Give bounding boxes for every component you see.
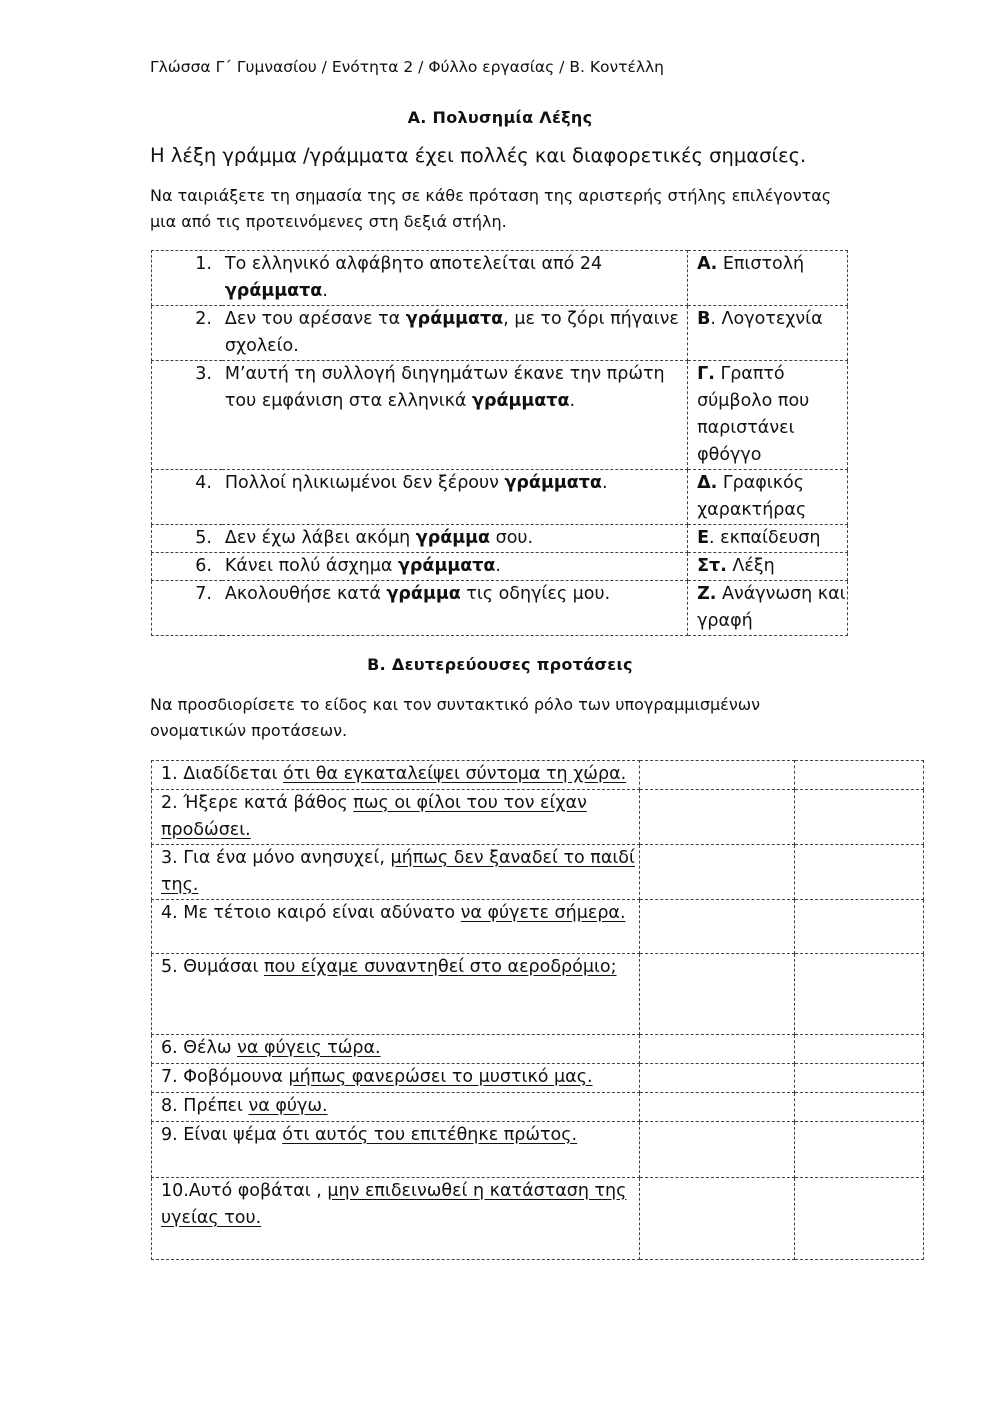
underlined-clause: πως οι φίλοι του τον είχαν προδώσει. [161,793,587,840]
option-letter: Στ. [697,556,727,576]
option-text: Γραφικός χαρακτήρας [697,473,807,520]
section-a-lead: Η λέξη γράμμα /γράμματα έχει πολλές και διαφορετικές σημασίες. [150,144,807,167]
row-number: 4. [152,470,222,525]
sentence-cell [222,581,688,636]
sentence-text: σου. [490,528,534,548]
row-number: 3. [152,361,222,470]
keyword: γράμματα [397,556,496,576]
option-text: . εκπαίδευση [709,528,821,548]
sentence-text: 3. Για ένα μόνο ανησυχεί, [161,848,391,868]
option-letter: Α. [697,254,718,274]
answer-type-cell[interactable] [639,1122,794,1178]
answer-type-cell[interactable] [639,900,794,954]
sentence-cell [222,361,688,470]
keyword: γράμμα [386,584,461,604]
table-row [152,1122,924,1178]
sentence-text: Ακολουθήσε κατά [224,584,387,604]
sentence-text: Κάνει πολύ άσχημα [224,556,398,576]
underlined-clause: ότι θα εγκαταλείψει σύντομα τη χώρα. [283,764,627,784]
table-row [152,1178,924,1260]
sentence-text: Δεν του αρέσανε τα [224,309,406,329]
option-text: Επιστολή [717,254,805,274]
sentence-text: Το ελληνικό αλφάβητο αποτελείται από 24 [224,254,603,274]
table-row [152,790,924,845]
table-row [152,1093,924,1122]
row-number: 7. [152,581,222,636]
instruction-line: ονοματικών προτάσεων. [150,721,348,740]
sentence-cell [152,1122,640,1178]
table-row [152,581,848,636]
page-header: Γλώσσα Γ΄ Γυμνασίου / Ενότητα 2 / Φύλλο εργασίας / Β. Κοντέλλη [150,58,664,76]
table-row [152,845,924,900]
underlined-clause: μην επιδεινωθεί η κατάσταση της υγείας του. [161,1181,627,1228]
section-a-title: Α. Πολυσημία Λέξης [407,108,593,127]
option-letter: Δ. [697,473,718,493]
option-cell [688,470,848,525]
table-row [152,1064,924,1093]
sentence-cell [152,761,640,790]
answer-type-cell[interactable] [639,761,794,790]
answer-role-cell[interactable] [794,1178,923,1260]
sentence-cell [222,470,688,525]
sentence-text: τις οδηγίες μου. [460,584,611,604]
sentence-cell [152,1064,640,1093]
table-row [152,954,924,1035]
table-row [152,525,848,553]
answer-type-cell[interactable] [639,1093,794,1122]
answer-role-cell[interactable] [794,761,923,790]
option-cell [688,553,848,581]
keyword: γράμματα [405,309,504,329]
sentence-text: 9. Είναι ψέμα [161,1125,283,1145]
instruction-line: Να ταιριάξετε τη σημασία της σε κάθε πρόταση της αριστερής στήλης επιλέγοντας [150,186,832,205]
sentence-text: 7. Φοβόμουνα [161,1067,289,1087]
option-text: Γραπτό σύμβολο που παριστάνει φθόγγο [697,364,810,465]
answer-role-cell[interactable] [794,954,923,1035]
instruction-line: Να προσδιορίσετε το είδος και τον συντακτικό ρόλο των υπογραμμισμένων [150,695,761,714]
answer-type-cell[interactable] [639,845,794,900]
sentence-text: Δεν έχω λάβει ακόμη [224,528,416,548]
sentence-cell [222,251,688,306]
sentence-text: 5. Θυμάσαι [161,957,264,977]
sentence-text: , με το ζόρι πήγαινε σχολείο. [224,309,679,356]
underlined-clause: ότι αυτός του επιτέθηκε πρώτος. [282,1125,578,1145]
sentence-text: Πολλοί ηλικιωμένοι δεν ξέρουν [224,473,505,493]
option-cell [688,251,848,306]
sentence-text: 10.Αυτό φοβάται , [161,1181,328,1201]
sentence-text: . [569,391,576,411]
answer-type-cell[interactable] [639,1178,794,1260]
option-letter: Β [697,309,711,329]
sentence-cell [222,525,688,553]
sentence-cell [152,845,640,900]
section-b-title: Β. Δευτερεύουσες προτάσεις [367,655,633,674]
answer-type-cell[interactable] [639,1035,794,1064]
row-number: 5. [152,525,222,553]
underlined-clause: μήπως δεν ξαναδεί το παιδί της. [161,848,635,895]
sentence-cell [152,790,640,845]
keyword: γράμματα [504,473,602,493]
row-number: 1. [152,251,222,306]
underlined-clause: να φύγεις τώρα. [237,1038,381,1058]
underlined-clause: να φύγω. [248,1096,328,1116]
instruction-line: μια από τις προτεινόμενες στη δεξιά στήλη. [150,212,507,231]
sentence-text: 8. Πρέπει [161,1096,249,1116]
sentence-cell [222,306,688,361]
sentence-cell [152,1093,640,1122]
option-text: Λέξη [726,556,775,576]
option-text: . Λογοτεχνία [710,309,823,329]
sentence-text: 4. Με τέτοιο καιρό είναι αδύνατο [161,903,461,923]
option-cell [688,525,848,553]
answer-type-cell[interactable] [639,790,794,845]
row-number: 6. [152,553,222,581]
table-row [152,306,848,361]
option-text: Ανάγνωση και γραφή [697,584,846,631]
clauses-table [151,760,924,1260]
sentence-cell [152,900,640,954]
underlined-clause: μήπως φανερώσει το μυστικό μας. [288,1067,593,1087]
sentence-text: . [495,556,501,576]
sentence-cell [222,553,688,581]
sentence-text: 2. Ήξερε κατά βάθος [161,793,354,813]
keyword: γράμμα [415,528,491,548]
sentence-text: . [322,281,328,301]
table-row [152,470,848,525]
table-row [152,1035,924,1064]
answer-role-cell[interactable] [794,1035,923,1064]
sentence-text: 6. Θέλω [161,1038,238,1058]
sentence-cell [152,1178,640,1260]
sentence-text: . [601,473,608,493]
option-letter: Ζ. [697,584,717,604]
answer-role-cell[interactable] [794,900,923,954]
answer-role-cell[interactable] [794,1064,923,1093]
answer-type-cell[interactable] [639,954,794,1035]
option-letter: Γ. [697,364,715,384]
sentence-cell [152,954,640,1035]
keyword: γράμματα [224,281,323,301]
table-row [152,553,848,581]
answer-role-cell[interactable] [794,845,923,900]
table-row [152,251,848,306]
row-number: 2. [152,306,222,361]
answer-role-cell[interactable] [794,790,923,845]
keyword: γράμματα [472,391,570,411]
underlined-clause: να φύγετε σήμερα. [460,903,626,923]
table-row [152,900,924,954]
underlined-clause: που είχαμε συναντηθεί στο αεροδρόμιο; [263,957,617,977]
option-letter: Ε [697,528,710,548]
sentence-text: Μ’αυτή τη συλλογή διηγημάτων έκανε την πρώτη του εμφάνιση στα ελληνικά [224,364,665,411]
answer-role-cell[interactable] [794,1093,923,1122]
option-cell [688,306,848,361]
table-row [152,761,924,790]
option-cell [688,361,848,470]
section-a-instruction [150,183,860,235]
option-cell [688,581,848,636]
matching-table [151,250,848,636]
answer-type-cell[interactable] [639,1064,794,1093]
section-b-instruction [150,692,860,744]
answer-role-cell[interactable] [794,1122,923,1178]
sentence-text: 1. Διαδίδεται [161,764,284,784]
sentence-cell [152,1035,640,1064]
table-row [152,361,848,470]
